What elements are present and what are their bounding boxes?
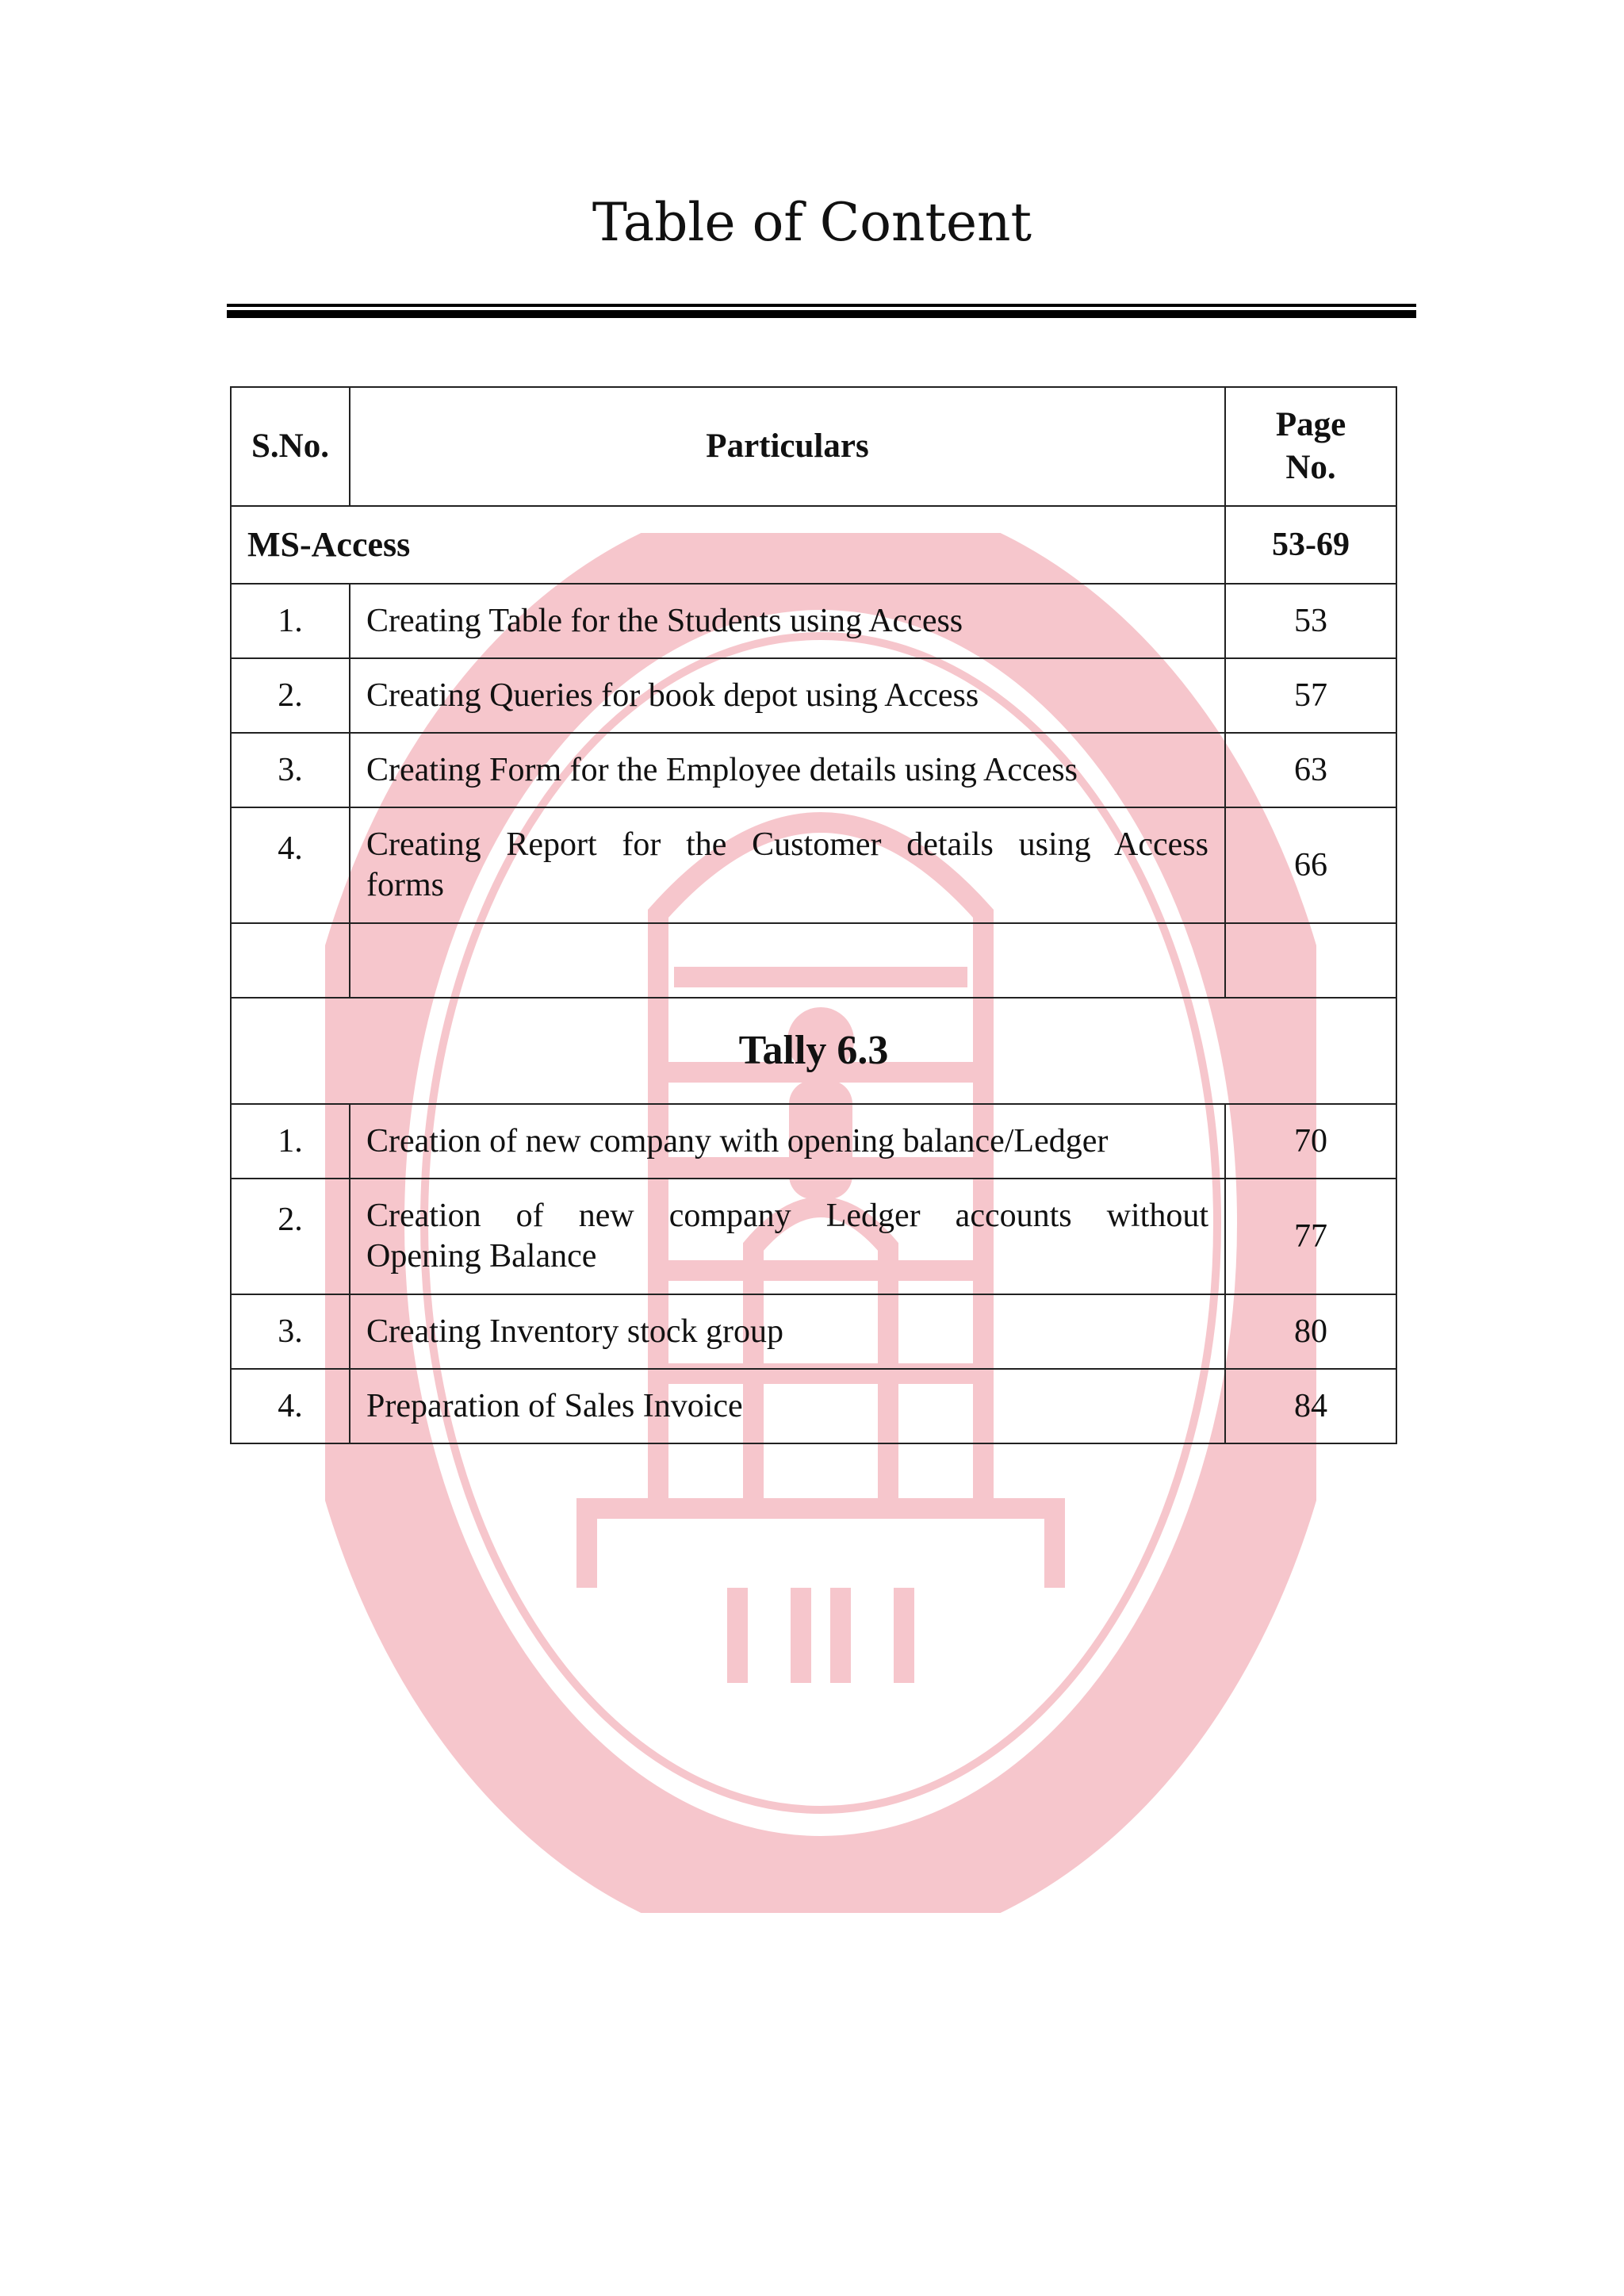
row-particulars: Creating Inventory stock group (350, 1294, 1225, 1369)
row-sno: 4. (231, 807, 350, 923)
table-row (231, 1104, 1396, 1179)
row-page: 84 (1225, 1369, 1396, 1443)
title-divider-thick (227, 310, 1416, 318)
row-particulars: Preparation of Sales Invoice (350, 1369, 1225, 1443)
row-particulars-line1: Creation of new company Ledger accounts without (366, 1197, 1208, 1234)
table-row (231, 1294, 1396, 1369)
table-row (231, 658, 1396, 733)
row-particulars-line2: forms (366, 867, 444, 903)
row-sno: 3. (231, 733, 350, 807)
row-particulars: Creation of new company with opening balance/Ledger (350, 1104, 1225, 1179)
section-row-tally (231, 998, 1396, 1104)
row-page: 63 (1225, 733, 1396, 807)
blank-row (231, 923, 1396, 998)
section-pages: 53-69 (1225, 506, 1396, 584)
row-particulars-line2: Opening Balance (366, 1238, 597, 1274)
header-particulars: Particulars (350, 387, 1225, 506)
blank-cell (350, 923, 1225, 998)
row-sno: 2. (231, 658, 350, 733)
row-sno: 2. (231, 1179, 350, 1294)
row-sno: 1. (231, 584, 350, 658)
blank-cell (1225, 923, 1396, 998)
row-particulars: Creating Queries for book depot using Access (350, 658, 1225, 733)
table-row (231, 1179, 1396, 1294)
table-row (231, 584, 1396, 658)
table-header-row (231, 387, 1396, 506)
row-particulars-line1: Creating Report for the Customer details using Access (366, 826, 1208, 863)
table-row (231, 1369, 1396, 1443)
row-sno: 4. (231, 1369, 350, 1443)
row-page: 80 (1225, 1294, 1396, 1369)
row-particulars: Creating Form for the Employee details using Access (350, 733, 1225, 807)
header-page-line2: No. (1285, 449, 1336, 486)
table-row (231, 733, 1396, 807)
row-particulars: Creating Table for the Students using Access (350, 584, 1225, 658)
row-page: 66 (1225, 807, 1396, 923)
row-sno: 1. (231, 1104, 350, 1179)
row-page: 70 (1225, 1104, 1396, 1179)
row-page: 53 (1225, 584, 1396, 658)
page-title: Table of Content (592, 192, 1032, 253)
row-page: 57 (1225, 658, 1396, 733)
table-row (231, 807, 1396, 923)
toc-table (230, 386, 1397, 1444)
section-title: Tally 6.3 (231, 998, 1396, 1104)
section-title: MS-Access (231, 506, 1225, 584)
section-row-ms-access (231, 506, 1396, 584)
row-sno: 3. (231, 1294, 350, 1369)
blank-cell (231, 923, 350, 998)
row-particulars (350, 807, 1225, 923)
title-divider-thin (227, 304, 1416, 307)
header-page-line1: Page (1275, 406, 1346, 444)
header-sno: S.No. (231, 387, 350, 506)
row-particulars (350, 1179, 1225, 1294)
header-page-no (1225, 387, 1396, 506)
row-page: 77 (1225, 1179, 1396, 1294)
